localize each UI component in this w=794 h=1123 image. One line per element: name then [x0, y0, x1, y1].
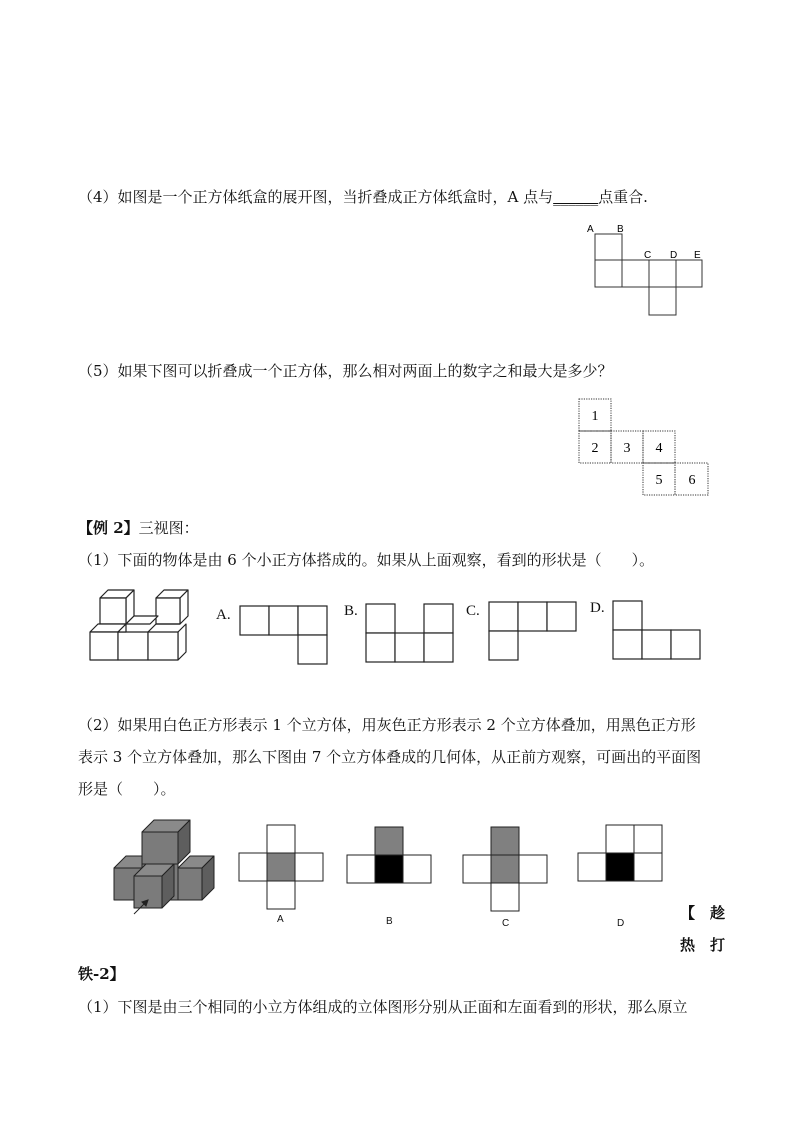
option-b-label[interactable]: B.: [344, 603, 358, 619]
practice-heading-right-1: 【 趁: [680, 904, 726, 922]
q2-option-d-view[interactable]: [577, 824, 665, 884]
ex2-q2-line2: 表示 3 个立方体叠加，那么下图由 7 个立方体叠成的几何体，从正前方观察，可画出的平面图: [78, 748, 702, 766]
q4-text-after: 点重合.: [598, 188, 648, 206]
face-number-4: 4: [655, 441, 663, 456]
q4-blank[interactable]: ______: [553, 188, 599, 206]
option-a-label[interactable]: A.: [216, 607, 231, 623]
cube-stack-figure: [88, 588, 192, 666]
q2-option-d-label[interactable]: D: [617, 918, 625, 929]
option-d-view[interactable]: [611, 599, 703, 661]
option-c-label[interactable]: C.: [466, 603, 480, 619]
practice-heading-right-2: 热 打: [680, 936, 726, 954]
option-a-view[interactable]: [238, 604, 330, 666]
example-2-label: 【例 2】: [78, 519, 139, 537]
q4-text-before: （4）如图是一个正方体纸盒的展开图，当折叠成正方体纸盒时，A 点与: [78, 188, 554, 206]
q4-text: [78, 186, 648, 208]
q2-option-c-label[interactable]: C: [502, 918, 510, 929]
face-number-6: 6: [688, 473, 696, 488]
q2-option-b-label[interactable]: B: [386, 916, 393, 927]
q5-number-net: [578, 398, 710, 496]
q5-text: （5）如果下图可以折叠成一个正方体，那么相对两面上的数字之和最大是多少？: [78, 362, 613, 380]
label-b: B: [617, 224, 624, 235]
example-2-title: 三视图：: [138, 519, 199, 537]
example-2-heading: [78, 517, 199, 539]
ex2-q1-text: （1）下面的物体是由 6 个小正方体搭成的。如果从上面观察，看到的形状是（ ）。: [78, 551, 655, 569]
ex2-q2-line1: （2）如果用白色正方形表示 1 个立方体，用灰色正方形表示 2 个立方体叠加，用黑色正方形: [78, 716, 696, 734]
gray-cube-stack-figure: [108, 812, 218, 918]
option-c-view[interactable]: [487, 600, 579, 662]
practice-heading: 铁-2】: [78, 965, 125, 983]
q2-option-c-view[interactable]: [462, 826, 550, 914]
face-number-2: 2: [591, 441, 599, 456]
q4-cube-net: [580, 218, 710, 320]
label-a: A: [587, 224, 594, 235]
label-c: C: [644, 250, 652, 261]
face-number-3: 3: [623, 441, 631, 456]
option-d-label[interactable]: D.: [590, 600, 605, 616]
label-e: E: [694, 250, 701, 261]
face-number-5: 5: [655, 473, 663, 488]
q2-option-a-label[interactable]: A: [277, 914, 284, 925]
practice-q1-text: （1）下图是由三个相同的小立方体组成的立体图形分别从正面和左面看到的形状，那么原立: [78, 998, 688, 1016]
q2-option-b-view[interactable]: [346, 826, 434, 886]
option-b-view[interactable]: [364, 602, 456, 664]
label-d: D: [670, 250, 678, 261]
face-number-1: 1: [591, 409, 599, 424]
q2-option-a-view[interactable]: [238, 824, 326, 912]
ex2-q2-line3: 形是（ ）。: [78, 780, 176, 798]
